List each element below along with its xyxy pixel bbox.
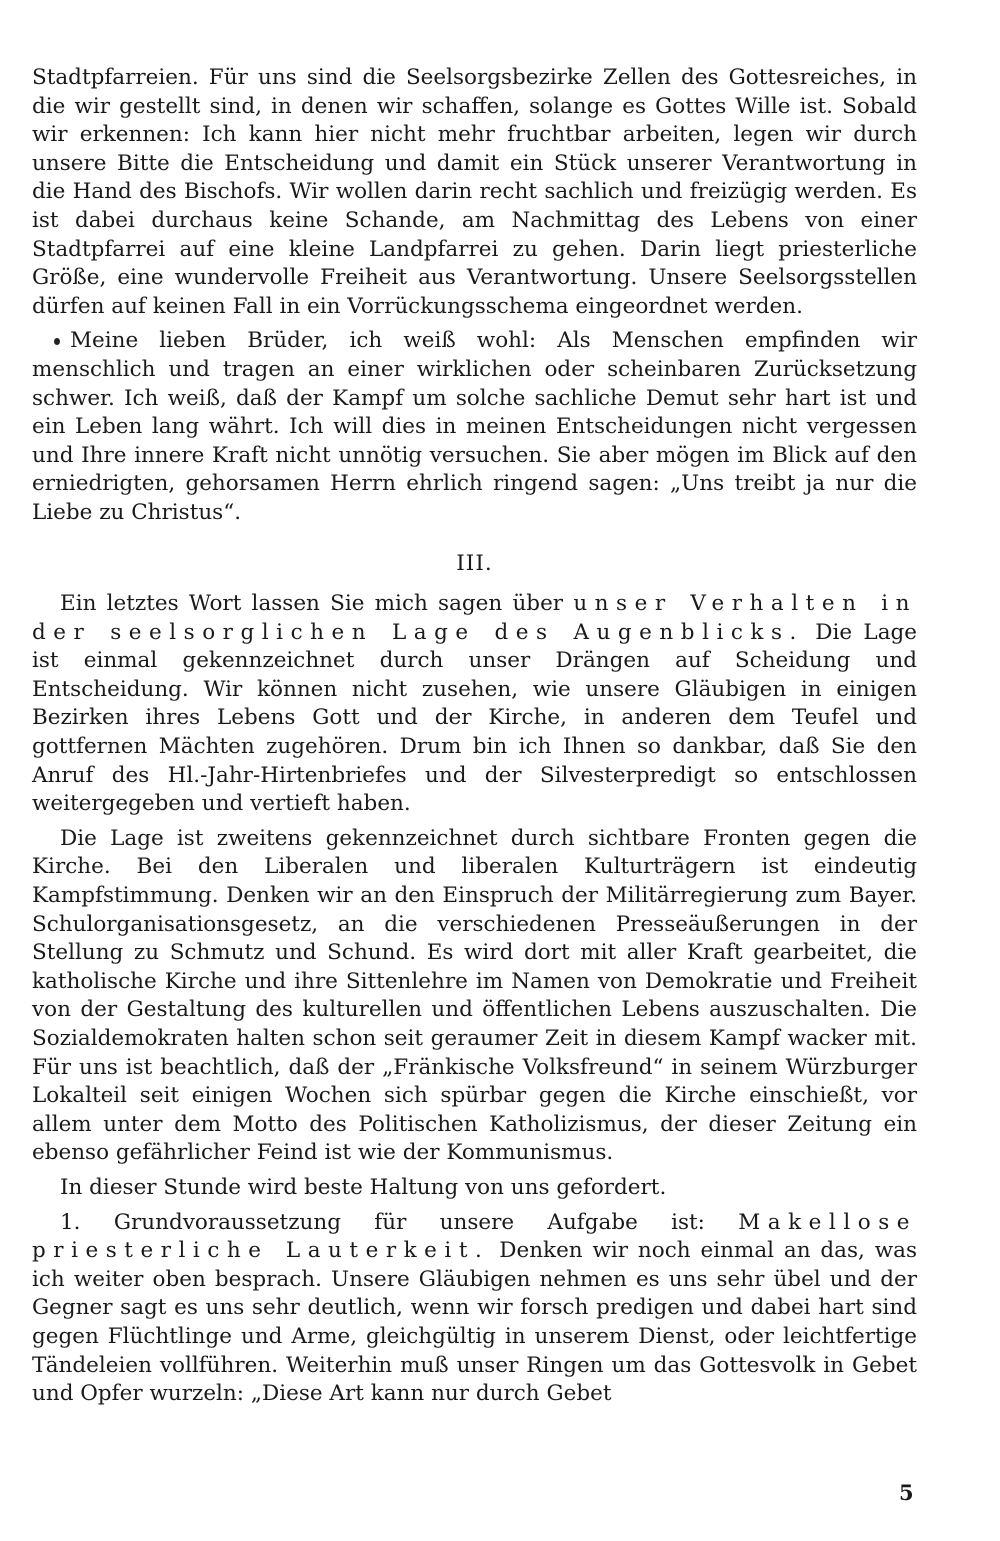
paragraph-brothers-text: Meine lieben Brüder, ich weiß wohl: Als Menschen empfinden wir menschlich und tragen an einer wirklichen oder scheinbaren Zurücksetzung schwer. Ich weiß, daß der Kampf um solche sachliche Demut sehr hart ist und ein Leben lang währt. Ich will dies in meinen Entscheidungen nicht vergessen und Ihre innere Kraft nicht unnötig versuchen. Sie aber mögen im Blick auf den erniedrigten, gehorsamen Herrn ehrlich ringend sagen: „Uns treibt ja nur die Liebe zu Christus“. <box>32 328 917 525</box>
paragraph-fronts: Die Lage ist zweitens gekennzeichnet durch sichtbare Fronten gegen die Kirche. Bei den Liberalen und liberalen Kulturträgern ist eindeutig Kampfstimmung. Denken wir an den Einspruch der Militärregierung zum Bayer. Schulorganisationsgesetz, an die verschiedenen Presseäußerungen in der Stellung zu Schmutz und Schund. Es wird dort mit aller Kraft gearbeitet, die katholische Kirche und ihre Sittenlehre im Namen von Demokratie und Freiheit von der Gestaltung des kulturellen und öffentlichen Lebens auszuschalten. Die Sozialdemokraten halten schon seit geraumer Zeit in diesem Kampf wacker mit. Für uns ist beachtlich, daß der „Fränkische Volksfreund“ in seinem Würzburger Lokalteil seit einigen Wochen sich spürbar gegen die Kirche einschießt, vor allem unter dem Motto des Politischen Katholizismus, der dieser Zeitung ein ebenso gefährlicher Feind ist wie der Kommunismus. <box>32 825 917 1166</box>
spaced-emphasis-situation: unser Verhalten in der seelsorglichen Lage des Augenblicks. <box>32 591 917 645</box>
paragraph-point-one-rest: Denken wir noch einmal an das, was ich weiter oben besprach. Unsere Gläubigen nehmen es uns sehr übel und der Gegner sagt es uns sehr deutlich, wenn wir forsch predigen und dabei hart sind gegen Flüchtlinge und Arme, gleichgültig in unserem Dienst, oder leichtfertige Tändeleien vollführen. Weiterhin muß unser Ringen um das Gottesvolk in Gebet und Opfer wurzeln: „Diese Art kann nur durch Gebet <box>32 1238 917 1407</box>
paragraph-section-intro-rest: Die Lage ist einmal gekennzeichnet durch unser Drängen auf Scheidung und Entscheidung. Wir können nicht zusehen, wie unsere Gläubigen in einigen Bezirken ihres Lebens Gott und der Kirche, in anderen dem Teufel und gottfernen Mächten zugehören. Drum bin ich Ihnen so dankbar, daß Sie den Anruf des Hl.-Jahr-Hirtenbriefes und der Silvesterpredigt so entschlossen weitergegeben und vertieft haben. <box>32 619 917 817</box>
paragraph-continuation: Stadtpfarreien. Für uns sind die Seelsorgsbezirke Zellen des Gottesreiches, in die wir gestellt sind, in denen wir schaffen, solange es Gottes Wille ist. Sobald wir erkennen: Ich kann hier nicht mehr fruchtbar arbeiten, legen wir durch unsere Bitte die Entscheidung und damit ein Stück unserer Verantwortung in die Hand des Bischofs. Wir wollen darin recht sachlich und freizügig werden. Es ist dabei durchaus keine Schande, am Nachmittag des Lebens von einer Stadtpfarrei auf eine kleine Landpfarrei zu gehen. Darin liegt priesterliche Größe, eine wundervolle Freiheit aus Verantwortung. Unsere Seelsorgsstellen dürfen auf keinen Fall in ein Vorrückungsschema eingeordnet werden. <box>32 65 917 319</box>
paragraph-point-one-lead: 1. Grundvoraussetzung für unsere Aufgabe ist: <box>60 1209 705 1235</box>
bullet-mark-icon <box>54 338 60 345</box>
page-number: 5 <box>899 1480 914 1505</box>
document-page <box>32 64 917 1409</box>
section-heading: III. <box>456 550 493 576</box>
spaced-emphasis-purity: Makellose priesterliche Lauterkeit. <box>32 1209 917 1264</box>
paragraph-section-intro-lead: Ein letztes Wort lassen Sie mich sagen über <box>60 591 564 617</box>
paragraph-attitude: In dieser Stunde wird beste Haltung von uns gefordert. <box>60 1174 667 1200</box>
paragraph-point-one <box>32 1209 917 1409</box>
paragraph-brothers <box>32 327 917 527</box>
paragraph-section-intro <box>32 590 917 819</box>
